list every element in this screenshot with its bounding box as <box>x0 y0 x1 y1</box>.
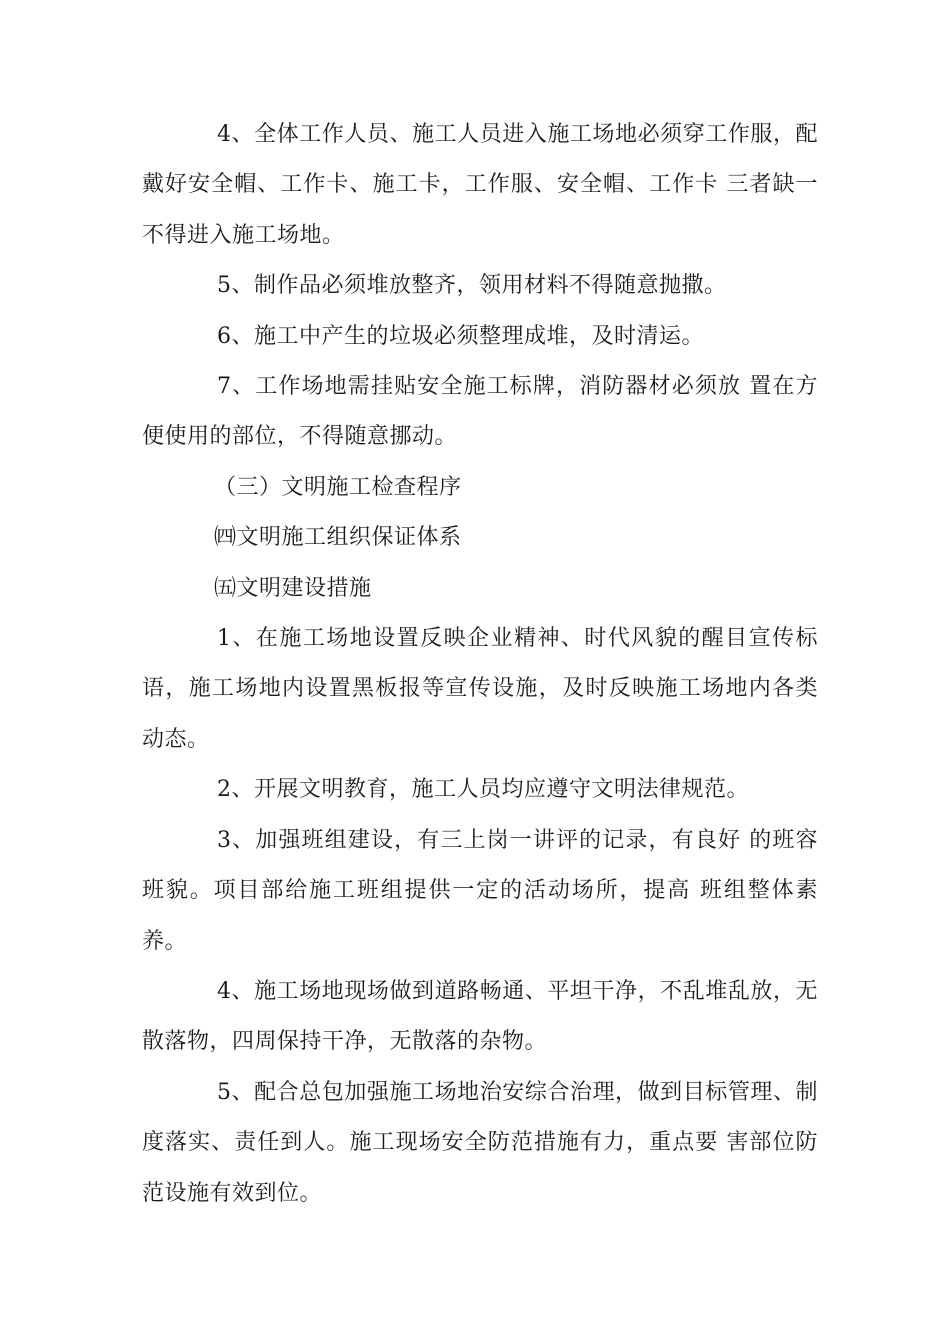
paragraph-measure-3: 3、加强班组建设，有三上岗一讲评的记录，有良好 的班容班貌。项目部给施工班组提供一定的活动场所，提高 班组整体素养。 <box>142 827 818 954</box>
section-heading-3: （三）文明施工检查程序 <box>214 474 462 500</box>
paragraph-item-4-workwear: 4、全体工作人员、施工人员进入施工场地必须穿工作服，配戴好安全帽、工作卡、施工卡，工作服、安全帽、工作卡 三者缺一不得进入施工场地。 <box>142 122 818 248</box>
paragraph-measure-2: 2、开展文明教育，施工人员均应遵守文明法律规范。 <box>217 777 749 803</box>
section-heading-5: ㈤文明建设措施 <box>214 575 372 601</box>
paragraph-item-6-garbage: 6、施工中产生的垃圾必须整理成堆，及时清运。 <box>217 323 704 349</box>
document-body <box>142 110 818 1219</box>
paragraph-item-5-materials: 5、制作品必须堆放整齐，领用材料不得随意抛撒。 <box>217 273 727 299</box>
paragraph-measure-4: 4、施工场地现场做到道路畅通、平坦干净，不乱堆乱放，无散落物，四周保持干净，无散落的杂物。 <box>142 978 818 1055</box>
paragraph-measure-1: 1、在施工场地设置反映企业精神、时代风貌的醒目宣传标语，施工场地内设置黑板报等宣传设施，及时反映施工场地内各类 动态。 <box>142 626 818 752</box>
paragraph-measure-5: 5、配合总包加强施工场地治安综合治理，做到目标管理、制度落实、责任到人。施工现场安全防范措施有力，重点要 害部位防范设施有效到位。 <box>142 1079 818 1206</box>
paragraph-item-7-signs: 7、工作场地需挂贴安全施工标牌，消防器材必须放 置在方便使用的部位，不得随意挪动。 <box>142 374 818 450</box>
section-heading-4: ㈣文明施工组织保证体系 <box>214 525 462 551</box>
